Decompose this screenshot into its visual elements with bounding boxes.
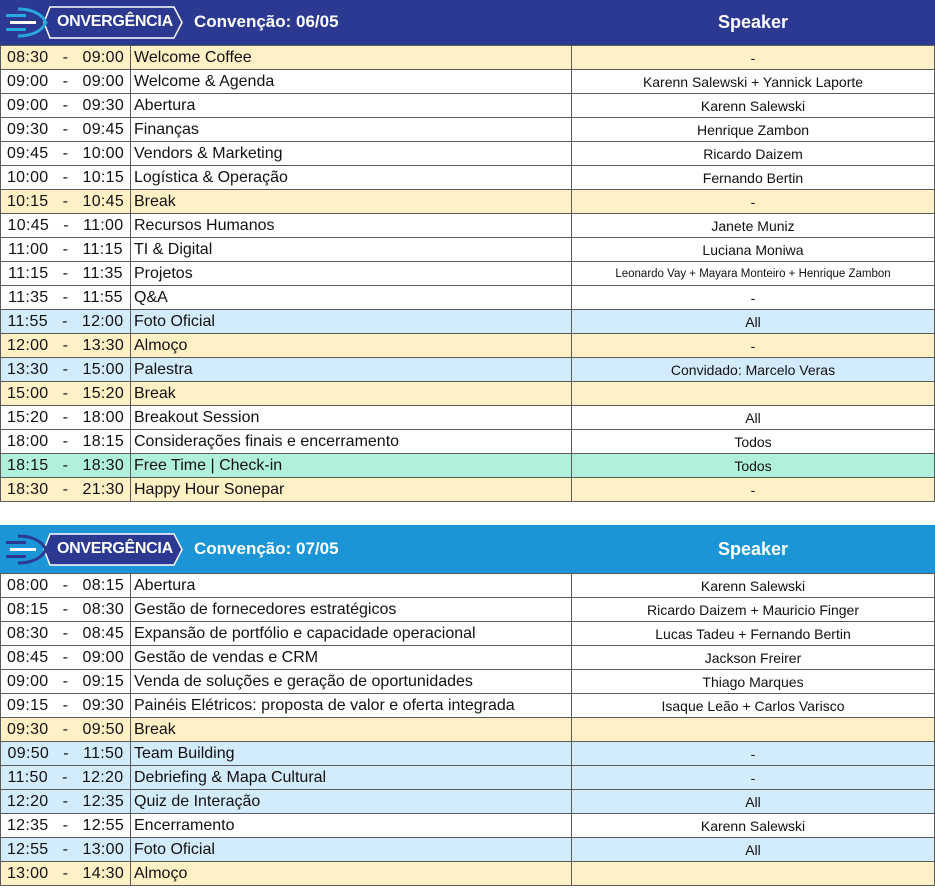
time-range-cell (1, 478, 131, 502)
start-time: 09:45 (6, 144, 49, 162)
end-time: 11:55 (82, 288, 123, 306)
speaker-column-header: Speaker (717, 12, 789, 32)
end-time: 08:15 (82, 576, 125, 594)
start-time: 11:55 (7, 312, 48, 330)
convention-title: Convenção: 06/05 (194, 12, 339, 31)
end-time: 09:00 (82, 72, 125, 90)
time-separator: - (62, 600, 69, 618)
time-range-cell (1, 574, 131, 598)
activity-cell: Vendors & Marketing (131, 142, 572, 166)
time-separator: - (62, 120, 69, 138)
schedule-row (1, 406, 935, 430)
time-range-cell (1, 214, 131, 238)
schedule-row (1, 646, 935, 670)
start-time: 13:30 (6, 360, 49, 378)
speaker-cell: Todos (572, 430, 935, 454)
start-time: 10:15 (6, 192, 49, 210)
time-range-cell (1, 814, 131, 838)
start-time: 18:15 (6, 456, 49, 474)
speaker-cell: - (572, 286, 935, 310)
speaker-cell: - (572, 742, 935, 766)
end-time: 11:50 (83, 744, 124, 762)
end-time: 10:45 (82, 192, 125, 210)
schedule-row (1, 142, 935, 166)
activity-cell: Welcome & Agenda (131, 70, 572, 94)
speaker-cell: All (572, 310, 935, 334)
end-time: 14:30 (82, 864, 125, 882)
schedule-row (1, 310, 935, 334)
speaker-cell: All (572, 838, 935, 862)
time-range-cell (1, 742, 131, 766)
end-time: 18:00 (82, 408, 125, 426)
speaker-cell: Karenn Salewski (572, 574, 935, 598)
time-range-cell (1, 862, 131, 886)
schedule-row (1, 94, 935, 118)
time-range-cell (1, 718, 131, 742)
end-time: 12:35 (82, 792, 125, 810)
activity-cell: Foto Oficial (131, 310, 572, 334)
time-separator: - (62, 624, 69, 642)
activity-cell: Abertura (131, 94, 572, 118)
activity-cell: Palestra (131, 358, 572, 382)
activity-cell: Venda de soluções e geração de oportunidades (131, 670, 572, 694)
start-time: 09:30 (6, 120, 49, 138)
end-time: 11:00 (83, 216, 124, 234)
activity-cell: Recursos Humanos (131, 214, 572, 238)
activity-cell: Q&A (131, 286, 572, 310)
speaker-cell: Karenn Salewski (572, 94, 935, 118)
schedule-row (1, 718, 935, 742)
logo-text: ONVERGÊNCIA (57, 13, 173, 30)
speaker-cell: - (572, 190, 935, 214)
speaker-cell: Karenn Salewski (572, 814, 935, 838)
time-range-cell (1, 334, 131, 358)
time-separator: - (62, 288, 69, 306)
speaker-cell: - (572, 334, 935, 358)
convergencia-logo (4, 4, 184, 41)
speaker-cell: Janete Muniz (572, 214, 935, 238)
time-separator: - (63, 744, 69, 762)
time-range-cell (1, 790, 131, 814)
end-time: 09:30 (82, 96, 125, 114)
time-range-cell (1, 358, 131, 382)
time-range-cell (1, 46, 131, 70)
time-range-cell (1, 766, 131, 790)
schedule-row (1, 214, 935, 238)
schedule-row (1, 334, 935, 358)
time-range-cell (1, 238, 131, 262)
speaker-cell: Ricardo Daizem (572, 142, 935, 166)
schedule-row (1, 862, 935, 886)
speaker-column-header: Speaker (717, 539, 789, 559)
time-range-cell (1, 118, 131, 142)
time-separator: - (62, 312, 68, 330)
activity-cell: Almoço (131, 334, 572, 358)
start-time: 08:30 (6, 624, 49, 642)
time-separator: - (62, 408, 69, 426)
activity-cell: Break (131, 382, 572, 406)
activity-cell: Break (131, 718, 572, 742)
schedule-row (1, 70, 935, 94)
schedule-row (1, 742, 935, 766)
end-time: 09:00 (82, 648, 125, 666)
end-time: 09:30 (82, 696, 125, 714)
start-time: 15:20 (6, 408, 49, 426)
time-separator: - (62, 840, 69, 858)
time-separator: - (62, 192, 69, 210)
speaker-cell: Ricardo Daizem + Mauricio Finger (572, 598, 935, 622)
time-separator: - (62, 432, 69, 450)
time-range-cell (1, 670, 131, 694)
start-time: 10:00 (6, 168, 49, 186)
end-time: 09:00 (82, 48, 125, 66)
speaker-cell: Karenn Salewski + Yannick Laporte (572, 70, 935, 94)
activity-cell: Gestão de vendas e CRM (131, 646, 572, 670)
schedule-table (0, 45, 935, 502)
schedule-row (1, 286, 935, 310)
time-range-cell (1, 70, 131, 94)
end-time: 08:30 (82, 600, 125, 618)
time-range-cell (1, 838, 131, 862)
end-time: 11:15 (82, 240, 123, 258)
end-time: 09:45 (82, 120, 125, 138)
start-time: 12:35 (6, 816, 49, 834)
activity-cell: Debriefing & Mapa Cultural (131, 766, 572, 790)
speaker-cell (572, 718, 935, 742)
time-range-cell (1, 166, 131, 190)
speaker-cell: - (572, 46, 935, 70)
schedule-row (1, 694, 935, 718)
start-time: 11:50 (7, 768, 48, 786)
start-time: 11:15 (8, 264, 49, 282)
start-time: 08:15 (6, 600, 49, 618)
end-time: 12:55 (82, 816, 125, 834)
activity-cell: Abertura (131, 574, 572, 598)
time-separator: - (62, 144, 69, 162)
time-range-cell (1, 646, 131, 670)
start-time: 09:15 (6, 696, 49, 714)
activity-cell: Expansão de portfólio e capacidade operacional (131, 622, 572, 646)
activity-cell: Encerramento (131, 814, 572, 838)
convergencia-logo (4, 531, 184, 568)
schedule-row (1, 622, 935, 646)
time-separator: - (62, 720, 69, 738)
activity-cell: Happy Hour Sonepar (131, 478, 572, 502)
activity-cell: Painéis Elétricos: proposta de valor e oferta integrada (131, 694, 572, 718)
start-time: 08:00 (6, 576, 49, 594)
time-range-cell (1, 598, 131, 622)
start-time: 15:00 (6, 384, 49, 402)
speaker-cell: Leonardo Vay + Mayara Monteiro + Henrique Zambon (572, 262, 935, 286)
schedule-row (1, 478, 935, 502)
time-separator: - (62, 360, 69, 378)
speaker-cell: Todos (572, 454, 935, 478)
convention-title: Convenção: 07/05 (194, 539, 339, 558)
start-time: 12:00 (6, 336, 49, 354)
activity-cell: Free Time | Check-in (131, 454, 572, 478)
time-separator: - (62, 792, 69, 810)
time-range-cell (1, 262, 131, 286)
speaker-cell: Thiago Marques (572, 670, 935, 694)
time-separator: - (62, 168, 69, 186)
time-range-cell (1, 94, 131, 118)
speaker-cell (572, 862, 935, 886)
speaker-cell: - (572, 766, 935, 790)
start-time: 11:00 (8, 240, 49, 258)
start-time: 08:30 (6, 48, 49, 66)
activity-cell: Welcome Coffee (131, 46, 572, 70)
activity-cell: Logística & Operação (131, 166, 572, 190)
time-separator: - (62, 648, 69, 666)
speaker-cell: Fernando Bertin (572, 166, 935, 190)
time-separator: - (62, 576, 69, 594)
time-separator: - (62, 240, 69, 258)
time-range-cell (1, 286, 131, 310)
schedule-row (1, 790, 935, 814)
speaker-cell: Jackson Freirer (572, 646, 935, 670)
schedule-row (1, 358, 935, 382)
schedule-row (1, 46, 935, 70)
start-time: 09:00 (6, 672, 49, 690)
time-range-cell (1, 694, 131, 718)
start-time: 09:00 (6, 96, 49, 114)
schedule-row (1, 766, 935, 790)
start-time: 10:45 (7, 216, 50, 234)
activity-cell: Quiz de Interação (131, 790, 572, 814)
activity-cell: TI & Digital (131, 238, 572, 262)
speaker-cell: All (572, 406, 935, 430)
time-range-cell (1, 142, 131, 166)
start-time: 12:55 (6, 840, 49, 858)
speaker-cell: - (572, 478, 935, 502)
time-range-cell (1, 430, 131, 454)
speaker-cell: All (572, 790, 935, 814)
time-separator: - (62, 816, 69, 834)
schedule-row (1, 574, 935, 598)
time-range-cell (1, 622, 131, 646)
end-time: 09:15 (82, 672, 125, 690)
end-time: 10:00 (82, 144, 125, 162)
schedule-row (1, 814, 935, 838)
end-time: 09:50 (82, 720, 125, 738)
time-range-cell (1, 310, 131, 334)
activity-cell: Almoço (131, 862, 572, 886)
activity-cell: Projetos (131, 262, 572, 286)
end-time: 15:00 (82, 360, 125, 378)
schedule-header (0, 0, 935, 45)
start-time: 09:30 (6, 720, 49, 738)
activity-cell: Considerações finais e encerramento (131, 430, 572, 454)
schedule-row (1, 670, 935, 694)
activity-cell: Gestão de fornecedores estratégicos (131, 598, 572, 622)
activity-cell: Break (131, 190, 572, 214)
end-time: 21:30 (82, 480, 125, 498)
end-time: 11:35 (82, 264, 123, 282)
time-separator: - (62, 384, 69, 402)
schedule-row (1, 382, 935, 406)
schedule-table (0, 573, 935, 886)
speaker-cell (572, 382, 935, 406)
schedule-row (1, 262, 935, 286)
schedule-row (1, 430, 935, 454)
speaker-cell: Convidado: Marcelo Veras (572, 358, 935, 382)
schedule-header (0, 525, 935, 573)
start-time: 18:30 (6, 480, 49, 498)
time-range-cell (1, 190, 131, 214)
schedule-day-2 (0, 525, 935, 886)
logo-text: ONVERGÊNCIA (57, 540, 173, 557)
time-separator: - (62, 480, 69, 498)
time-range-cell (1, 454, 131, 478)
time-range-cell (1, 382, 131, 406)
end-time: 12:20 (81, 768, 124, 786)
speaker-cell: Henrique Zambon (572, 118, 935, 142)
time-separator: - (62, 264, 69, 282)
speaker-cell: Luciana Moniwa (572, 238, 935, 262)
schedule-row (1, 454, 935, 478)
start-time: 13:00 (6, 864, 49, 882)
schedule-row (1, 598, 935, 622)
activity-cell: Finanças (131, 118, 572, 142)
activity-cell: Team Building (131, 742, 572, 766)
start-time: 11:35 (8, 288, 49, 306)
time-separator: - (62, 72, 69, 90)
end-time: 18:15 (82, 432, 125, 450)
time-separator: - (62, 768, 68, 786)
speaker-cell: Isaque Leão + Carlos Varisco (572, 694, 935, 718)
end-time: 13:00 (82, 840, 125, 858)
start-time: 18:00 (6, 432, 49, 450)
start-time: 09:50 (7, 744, 50, 762)
schedule-row (1, 166, 935, 190)
speaker-cell: Lucas Tadeu + Fernando Bertin (572, 622, 935, 646)
schedule-row (1, 238, 935, 262)
activity-cell: Foto Oficial (131, 838, 572, 862)
time-separator: - (62, 864, 69, 882)
start-time: 12:20 (6, 792, 49, 810)
time-separator: - (63, 216, 69, 234)
activity-cell: Breakout Session (131, 406, 572, 430)
end-time: 08:45 (82, 624, 125, 642)
schedule-row (1, 118, 935, 142)
end-time: 13:30 (82, 336, 125, 354)
time-range-cell (1, 406, 131, 430)
end-time: 18:30 (82, 456, 125, 474)
time-separator: - (62, 672, 69, 690)
start-time: 08:45 (6, 648, 49, 666)
schedule-row (1, 190, 935, 214)
time-separator: - (62, 48, 69, 66)
time-separator: - (62, 96, 69, 114)
end-time: 12:00 (81, 312, 124, 330)
end-time: 15:20 (82, 384, 125, 402)
start-time: 09:00 (6, 72, 49, 90)
schedule-row (1, 838, 935, 862)
end-time: 10:15 (82, 168, 125, 186)
time-separator: - (62, 336, 69, 354)
time-separator: - (62, 696, 69, 714)
time-separator: - (62, 456, 69, 474)
